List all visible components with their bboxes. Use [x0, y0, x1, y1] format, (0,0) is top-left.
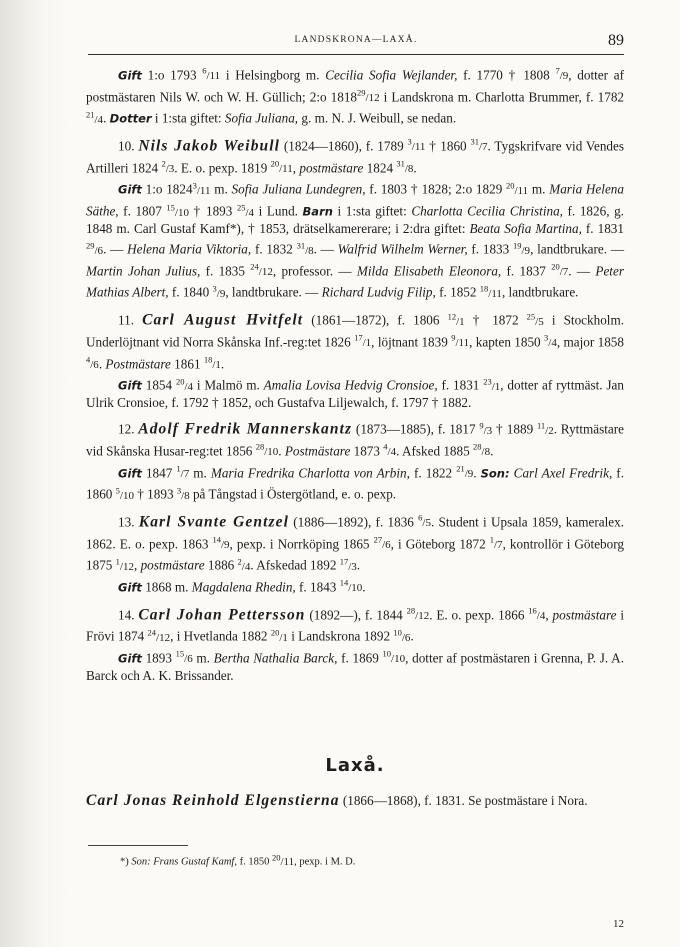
family-paragraph [86, 177, 624, 302]
date-fraction-display: $^{21}$/9 [456, 463, 474, 480]
italic-name: Carl Axel Fredrik, [513, 464, 613, 480]
text-run: † 1872 [464, 312, 527, 328]
text-run: 1886 [204, 557, 238, 573]
text-run: 12. [118, 421, 139, 437]
italic-name: Magdalena Rhedin, [191, 579, 296, 595]
date-fraction-display: $^{24}$/12 [147, 627, 171, 644]
text-run: i Lund. [254, 203, 303, 219]
text-run: 14. [118, 607, 139, 623]
text-run: f. 1833 [467, 241, 513, 257]
italic-name: Milda Elisabeth Eleonora, [356, 263, 502, 279]
text-run: 11. [118, 312, 143, 328]
postmaster-name: Karl Svante Gentzel [138, 513, 290, 531]
date-fraction-display: $^{14}$/10 [339, 578, 363, 595]
italic-name: Amalia Lovisa Hedvig Cronsioe, [263, 377, 438, 393]
text-run: i Stockholm. Underlöjtnant vid Norra Skånska Inf.-reg:tet 1826 [86, 312, 625, 350]
date-fraction-display: $^1$/7 [176, 463, 190, 480]
date-fraction-display: $^3$/9 [212, 283, 226, 300]
italic-name: Richard Ludvig Filip, [321, 284, 436, 300]
text-run: , pexp. i M. D. [294, 856, 356, 868]
text-run: m. [189, 464, 211, 480]
text-run: . Student i Upsala 1859, kameralex. 1862. E. o. pexp. 1863 [86, 514, 624, 552]
text-run: , löjtnant 1839 [371, 334, 452, 350]
text-run: 1893 [141, 650, 176, 666]
printer-signature: 12 [613, 918, 624, 930]
italic-name: postmästare [140, 557, 205, 573]
text-run: i Landskrona m. Charlotta Brummer, f. 1782 [379, 89, 625, 105]
date-fraction-display: $^{10}$/6 [393, 627, 411, 644]
date-fraction-display: $^{31}$/8 [396, 158, 414, 176]
italic-name: Charlotta Cecilia Christina, [411, 203, 563, 219]
text-run: . Afsked 1885 [396, 443, 474, 459]
text-run: (1824—1860), f. 1789 [280, 138, 408, 154]
text-run: f. 1807 [118, 203, 167, 219]
text-run: (1886—1892), f. 1836 [289, 514, 419, 530]
text-run: i 1:sta giftet: [151, 110, 225, 126]
date-fraction-display: $^4$/6 [86, 354, 99, 371]
date-fraction-display: $^{10}$/10 [382, 649, 406, 666]
family-label: Gift [118, 68, 142, 83]
text-run: f. 1832 [251, 241, 297, 257]
text-run: , landtbrukare. — [225, 284, 322, 300]
footnote [120, 852, 355, 868]
date-fraction-display: $^{17}$/1 [354, 332, 372, 350]
italic-name: Cecilia Sofia Wejlander, [325, 67, 458, 83]
text-run: † 1893 [133, 486, 177, 502]
text-run: , [133, 557, 141, 573]
date-fraction-display: $^{23}$/1 [483, 376, 501, 393]
italic-name: Walfrid Wilhelm Werner, [337, 241, 468, 257]
text-run: f. 1826, g. 1848 m. Carl Gustaf Kamf*), † 1853, drätselkamererare; i 2:dra giftet: [86, 203, 624, 236]
text-run: . — [568, 263, 596, 279]
text-run: † 1860 [425, 138, 471, 154]
text-run: . E. o. pexp. 1819 [174, 160, 271, 176]
date-fraction-display: $^{19}$/9 [513, 240, 531, 257]
text-run: , [292, 160, 300, 176]
text-run: 1861 [170, 355, 204, 371]
text-run: . — [313, 241, 338, 257]
italic-name: Son: [131, 856, 151, 868]
family-label: Gift [118, 378, 142, 393]
date-fraction-display: $^{29}$/12 [357, 87, 380, 105]
text-run: *) [120, 856, 132, 868]
italic-name: Frans Gustaf Kamf, [153, 856, 237, 868]
entry-paragraph [86, 510, 624, 575]
text-run: f. 1869 [337, 650, 383, 666]
date-fraction-display: $^{28}$/12 [406, 605, 430, 623]
text-run: . [410, 628, 414, 644]
date-fraction-display: $^{20}$/4 [175, 376, 193, 393]
text-run: , landtbrukare. — [530, 241, 625, 257]
date-fraction-display: $^3$/11 [407, 137, 426, 154]
text-run: (1873—1885), f. 1817 [352, 421, 480, 437]
date-fraction-display: $^{27}$/6 [373, 534, 391, 552]
text-run: , major 1858 [556, 334, 624, 350]
text-run: i Helsingborg m. [220, 67, 326, 83]
entries-text [86, 63, 624, 684]
family-label: Gift [118, 580, 142, 595]
text-run: . [278, 443, 285, 459]
text-run: g. m. N. J. Weibull, se nedan. [298, 110, 457, 126]
postmaster-name: Nils Jakob Weibull [138, 137, 281, 155]
date-fraction-display: $^1$/7 [489, 534, 503, 552]
text-run: 1:o 1793 [141, 67, 203, 83]
text-run: . [362, 579, 366, 595]
text-run: i Landskrona 1892 [287, 628, 394, 644]
date-fraction-display: $^6$/5 [418, 512, 431, 530]
family-paragraph [86, 373, 624, 411]
text-run: 1824 [363, 160, 397, 176]
text-run: , kapten 1850 [469, 334, 545, 350]
date-fraction-display: $^{25}$/5 [526, 311, 544, 328]
laxa-entry-paragraph [86, 793, 624, 809]
date-fraction-display: $^{24}$/12 [250, 261, 273, 279]
text-run: f. 1843 [295, 579, 340, 595]
text-run: 13. [118, 514, 139, 530]
postmaster-name: Adolf Fredrik Mannerskantz [138, 420, 353, 438]
date-fraction-display: $^2$/4 [237, 556, 251, 573]
entry-paragraph [86, 63, 624, 128]
text-run: m. [210, 181, 232, 197]
date-fraction-display: $^{18}$/11 [479, 283, 502, 300]
date-fraction-display: $^{20}$/7 [551, 261, 569, 279]
postmaster-name: Carl Jonas Reinhold Elgenstierna [86, 792, 340, 809]
family-label: Gift [118, 651, 142, 666]
date-fraction-display: $^3$/11 [192, 180, 211, 197]
date-fraction-display: $^3$/4 [544, 332, 557, 350]
family-paragraph [86, 575, 624, 597]
date-fraction-display: $^{20}$/11 [271, 852, 295, 868]
text-run: i Frövi 1874 [86, 607, 625, 644]
date-fraction-display: $^{11}$/2 [536, 420, 554, 437]
family-label: Gift [118, 465, 142, 480]
text-run: . Ryttmästare vid Skånska Husar-reg:tet 1856 [86, 421, 624, 459]
text-run: 1873 [350, 443, 384, 459]
text-run: f. 1822 [409, 464, 457, 480]
text-run: , i Göteborg 1872 [390, 536, 490, 552]
text-run: . [220, 355, 225, 371]
footnote-rule [88, 845, 188, 846]
date-fraction-display: $^{25}$/4 [236, 202, 255, 219]
italic-name: Helena Maria Viktoria, [127, 241, 252, 257]
entry-paragraph [86, 308, 624, 373]
page-number: 89 [608, 32, 624, 49]
postmaster-name: Carl August Hvitfelt [142, 311, 304, 329]
date-fraction-display: $^3$/8 [176, 485, 190, 502]
text-run: , professor. — [272, 263, 357, 279]
date-fraction-display: $^{20}$/11 [506, 180, 529, 197]
text-run: . [98, 355, 106, 371]
text-run: . [413, 160, 417, 176]
text-run: . — [103, 241, 128, 257]
italic-name: Postmästare [105, 355, 171, 371]
date-fraction-display: $^{15}$/10 [166, 202, 189, 219]
date-fraction-display: $^{20}$/11 [270, 158, 293, 176]
text-run: i Malmö m. [193, 377, 264, 393]
text-run: f. 1840 [168, 284, 213, 300]
postmaster-name: Carl Johan Pettersson [138, 606, 306, 624]
text-run: , [545, 607, 553, 623]
date-fraction-display: $^{29}$/6 [86, 240, 104, 257]
text-run: (1866—1868), f. 1831. Se postmästare i Nora. [339, 793, 588, 808]
section-heading-laxa: Laxå. [325, 755, 385, 776]
italic-name: Maria Helena Säthe, [86, 181, 624, 219]
italic-name: postmästare [299, 160, 364, 176]
date-fraction-display: $^9$/3 [479, 420, 493, 437]
date-fraction-display: $^{18}$/1 [203, 354, 221, 371]
italic-name: Bertha Nathalia Barck, [213, 650, 338, 666]
text-run: m. [192, 650, 214, 666]
date-fraction-display: $^6$/11 [202, 66, 221, 83]
laxa-entries [86, 793, 624, 809]
family-paragraph [86, 461, 624, 504]
text-run: , dotter af postmästaren i Grenna, P. J. A. Barck och A. K. Brissander. [86, 650, 624, 683]
text-run: , i Hvetlanda 1882 [170, 628, 271, 644]
family-label: Gift [118, 182, 142, 197]
entry-paragraph [86, 134, 624, 177]
italic-name: Peter Mathias Albert, [86, 263, 624, 300]
text-run: f. 1803 † 1828; 2:o 1829 [365, 181, 507, 197]
text-run: f. 1860 [86, 464, 624, 502]
text-run: f. 1770 † 1808 [457, 67, 556, 83]
italic-name: Postmästare [284, 443, 351, 459]
text-run: , dotter af postmästaren Nils W. och W. H. Güllich; 2:o 1818 [86, 67, 624, 105]
text-run: (1892—), f. 1844 [305, 607, 407, 623]
text-run: , landtbrukare. [501, 284, 579, 300]
date-fraction-display: $^{31}$/8 [296, 240, 314, 257]
text-run: . [103, 110, 110, 126]
text-run: f. 1850 [236, 856, 272, 868]
text-run: . [356, 557, 361, 573]
text-run: (1861—1872), f. 1806 [303, 312, 448, 328]
text-run: . Afskedad 1892 [250, 557, 340, 573]
text-run: 1854 [141, 377, 176, 393]
date-fraction-display: $^{31}$/7 [470, 137, 488, 154]
text-run: † 1893 [188, 203, 237, 219]
italic-name: Maria Fredrika Charlotta von Arbin, [210, 464, 410, 480]
text-run: 1:o 1824 [141, 181, 193, 197]
text-run: f. 1835 [200, 263, 251, 279]
page-edge-shadow [0, 0, 70, 947]
text-run: . Tygskrifvare vid Vendes Artilleri 1824 [86, 138, 624, 176]
text-run: f. 1831 [581, 220, 624, 236]
text-run: i 1:sta giftet: [332, 203, 412, 219]
family-label: Barn [302, 204, 333, 219]
date-fraction-display: $^{15}$/6 [175, 649, 193, 666]
family-paragraph [86, 646, 624, 684]
text-run: 1868 m. [141, 579, 192, 595]
date-fraction-display: $^{21}$/4 [86, 109, 104, 126]
date-fraction-display: $^5$/10 [115, 485, 134, 502]
date-fraction-display: $^{16}$/4 [528, 605, 546, 623]
text-run: på Tångstad i Östergötland, e. o. pexp. [189, 486, 397, 502]
date-fraction-display: $^7$/9 [555, 66, 569, 83]
text-run: f. 1837 [501, 263, 552, 279]
italic-name: Beata Sofia Martina, [469, 220, 582, 236]
date-fraction-display: $^{20}$/1 [270, 627, 288, 644]
text-run: . E. o. pexp. 1866 [429, 607, 529, 623]
text-run: , dotter af ryttmäst. Jan Ulrik Cronsioe, f. 1792 † 1852, och Gustafva Liljewalch, f. 1797 † 1882. [86, 377, 624, 410]
family-label: Son: [480, 465, 510, 480]
text-run: , kontrollör i Göteborg 1875 [86, 536, 624, 573]
date-fraction-display: $^{12}$/1 [447, 311, 465, 328]
text-run: . [473, 464, 481, 480]
date-fraction-display: $^{17}$/3 [339, 556, 357, 573]
date-fraction-display: $^{14}$/9 [212, 534, 230, 552]
date-fraction-display: $^4$/4 [383, 441, 397, 459]
date-fraction-display: $^{28}$/10 [255, 441, 279, 459]
italic-name: Sofia Juliana Lundegren, [231, 181, 366, 197]
italic-name: postmästare [552, 607, 617, 623]
family-label: Dotter [109, 111, 152, 126]
date-fraction-display: $^1$/12 [115, 556, 134, 573]
text-run: † 1889 [492, 421, 537, 437]
text-run: f. 1852 [435, 284, 480, 300]
text-run: 1847 [141, 464, 177, 480]
text-run: f. 1831 [437, 377, 484, 393]
text-run: m. [528, 181, 550, 197]
italic-name: Martin Johan Julius, [86, 263, 201, 279]
date-fraction-display: $^9$/11 [451, 332, 470, 350]
text-run: , pexp. i Norrköping 1865 [229, 536, 374, 552]
page-header [88, 30, 624, 55]
entry-paragraph [86, 417, 624, 460]
date-fraction-display: $^2$/3 [161, 158, 175, 176]
entry-paragraph [86, 603, 624, 646]
running-title: LANDSKRONA—LAXÅ. [294, 35, 418, 45]
italic-name: Sofia Juliana, [224, 110, 299, 126]
text-run: . [490, 443, 494, 459]
text-run: 10. [118, 138, 139, 154]
date-fraction-display: $^{28}$/8 [473, 441, 491, 459]
